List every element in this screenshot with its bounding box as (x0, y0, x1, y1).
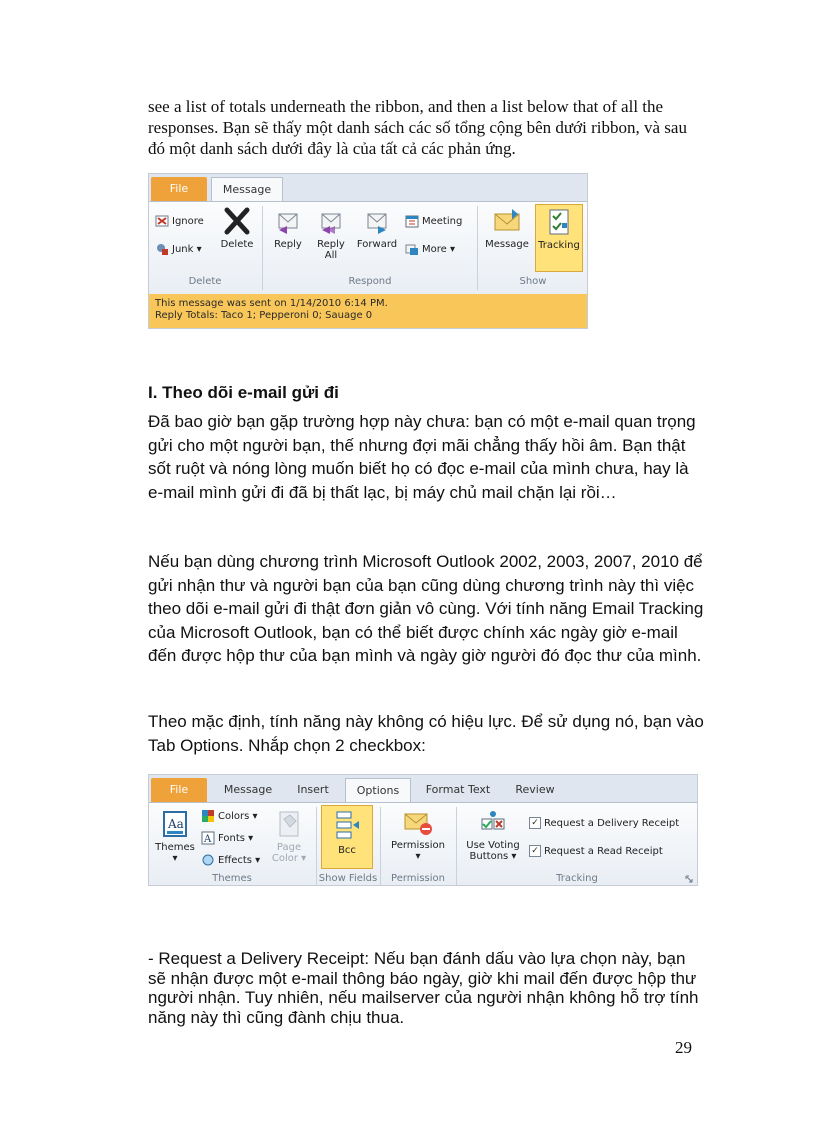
message-ribbon-screenshot (148, 173, 588, 329)
group-label-delete: Delete (188, 276, 222, 287)
paint-bucket-icon (276, 809, 302, 839)
tab-file[interactable]: File (151, 778, 207, 802)
reply-all-label-1: Reply (317, 239, 345, 250)
colors-icon (201, 809, 215, 823)
tab-file[interactable]: File (151, 177, 207, 201)
message-label: Message (485, 239, 529, 250)
svg-text:Aa: Aa (168, 817, 184, 831)
tab-format-text[interactable]: Format Text (425, 783, 491, 796)
request-delivery-receipt-checkbox[interactable] (529, 817, 679, 829)
group-label-show: Show (519, 276, 547, 287)
dialog-launcher-icon[interactable] (685, 875, 693, 883)
voting-icon (478, 809, 508, 837)
bcc-icon (332, 810, 362, 842)
info-bar-sent: This message was sent on 1/14/2010 6:14 PM. (155, 298, 388, 309)
delivery-receipt-explanation: - Request a Delivery Receipt: Nếu bạn đánh dấu vào lựa chọn này, bạn sẽ nhận được một e-mail thông báo ngày, giờ khi mail đến được hộp thư người nhận. Tuy nhiên, nếu mailserver của người nhận không hỗ trợ tính năng này thì cũng đành chịu thua. (148, 949, 699, 1027)
junk-icon (155, 242, 169, 256)
ignore-label: Ignore (172, 215, 204, 227)
reply-all-label-2: All (324, 250, 338, 261)
effects-button[interactable] (201, 853, 260, 867)
tab-options[interactable]: Options (345, 778, 411, 802)
fonts-button[interactable] (201, 831, 253, 845)
permission-envelope-icon (402, 809, 434, 837)
page-color-button[interactable] (269, 809, 309, 864)
themes-icon (160, 809, 190, 839)
ignore-icon (155, 214, 169, 228)
delivery-receipt-check-mark[interactable]: ✓ (529, 817, 541, 829)
page-color-label-1: Page (276, 842, 302, 853)
svg-text:A: A (204, 834, 212, 845)
reply-icon (273, 206, 303, 236)
themes-label: Themes (155, 842, 195, 853)
tab-message[interactable]: Message (211, 177, 283, 201)
ribbon-body (149, 201, 587, 295)
delete-label: Delete (220, 239, 254, 250)
group-separator (477, 206, 478, 290)
permission-button[interactable] (385, 809, 451, 862)
tracking-icon (544, 207, 574, 237)
page-color-label-2: Color ▾ (271, 853, 307, 864)
tracking-label: Tracking (538, 240, 580, 251)
group-label-respond: Respond (348, 276, 392, 287)
delete-x-icon (222, 206, 252, 236)
calendar-icon (405, 214, 419, 228)
group-label-permission: Permission (391, 873, 445, 884)
delivery-receipt-label: Request a Delivery Receipt (544, 817, 680, 829)
meeting-label: Meeting (422, 215, 463, 227)
page-number: 29 (675, 1038, 692, 1057)
tab-insert[interactable]: Insert (297, 783, 329, 796)
reply-button[interactable] (267, 206, 309, 250)
permission-dropdown-arrow: ▾ (415, 851, 421, 862)
paragraph-outlook-tracking: Nếu bạn dùng chương trình Microsoft Outlook 2002, 2003, 2007, 2010 để gửi nhận thư và người bạn của bạn cũng dùng chương trình này thì việc theo dõi e-mail gửi đi thật đơn giản vô cùng. Với tính năng Email Tracking của Microsoft Outlook, bạn có thể biết được chính xác ngày giờ e-mail đến được hộp thư của bạn mình và ngày giờ người đó đọc thư của mình. (148, 552, 704, 665)
forward-icon (362, 206, 392, 236)
request-read-receipt-checkbox[interactable] (529, 845, 663, 857)
ribbon-tab-bar (149, 174, 587, 202)
bcc-label: Bcc (338, 845, 356, 856)
junk-label: Junk ▾ (172, 243, 202, 255)
intro-paragraph: see a list of totals underneath the ribbon, and then a list below that of all the responses. Bạn sẽ thấy một danh sách các số tổng cộng bên dưới ribbon, và sau đó một danh sách dưới đây là của tất cả các phản ứng. (148, 97, 687, 158)
ignore-button[interactable] (155, 214, 204, 228)
ribbon-body (149, 802, 697, 885)
info-bar (149, 294, 587, 328)
paragraph-intro-problem: Đã bao giờ bạn gặp trường hợp này chưa: bạn có một e-mail quan trọng gửi cho một người bạn, thế nhưng đợi mãi chẳng thấy hồi âm. Bạn thật sốt ruột và nóng lòng muốn biết họ có đọc e-mail của mình chưa, hay là e-mail mình gửi đi đã bị thất lạc, bị máy chủ mail chặn lại rồi… (148, 412, 696, 502)
effects-icon (201, 853, 215, 867)
envelope-icon (492, 206, 522, 236)
tab-message[interactable]: Message (223, 783, 273, 796)
paragraph-default-setting: Theo mặc định, tính năng này không có hiệu lực. Để sử dụng nó, bạn vào Tab Options. Nhắp chọn 2 checkbox: (148, 712, 704, 755)
junk-button[interactable] (155, 242, 202, 256)
more-icon (405, 242, 419, 256)
effects-label: Effects ▾ (218, 854, 261, 866)
delete-button[interactable] (217, 206, 257, 250)
themes-button[interactable] (153, 809, 197, 864)
ribbon-tab-bar (149, 775, 697, 803)
more-label: More ▾ (422, 243, 455, 255)
colors-button[interactable] (201, 809, 258, 823)
tracking-button[interactable] (535, 204, 583, 272)
bcc-button[interactable] (321, 805, 373, 869)
reply-all-icon (316, 206, 346, 236)
reply-label: Reply (274, 239, 302, 250)
permission-label: Permission (391, 840, 445, 851)
tab-review[interactable]: Review (515, 783, 555, 796)
message-button[interactable] (483, 206, 531, 250)
read-receipt-check-mark[interactable]: ✓ (529, 845, 541, 857)
use-voting-label-2: Buttons ▾ (469, 851, 517, 862)
section-heading: I. Theo dõi e-mail gửi đi (148, 383, 339, 402)
themes-dropdown-arrow: ▾ (172, 853, 178, 864)
read-receipt-label: Request a Read Receipt (544, 845, 663, 857)
forward-button[interactable] (353, 206, 401, 250)
group-label-themes: Themes (212, 873, 252, 884)
use-voting-buttons-button[interactable] (461, 809, 525, 862)
fonts-label: Fonts ▾ (218, 832, 254, 844)
options-ribbon-screenshot (148, 774, 698, 886)
use-voting-label-1: Use Voting (466, 840, 520, 851)
colors-label: Colors ▾ (218, 810, 258, 822)
group-label-tracking: Tracking (556, 873, 598, 884)
meeting-button[interactable] (405, 214, 462, 228)
fonts-icon (201, 831, 215, 845)
forward-label: Forward (356, 239, 398, 250)
more-button[interactable] (405, 242, 455, 256)
info-bar-totals: Reply Totals: Taco 1; Pepperoni 0; Sauage 0 (155, 310, 373, 321)
group-label-show-fields: Show Fields (318, 873, 378, 884)
reply-all-button[interactable] (311, 206, 351, 261)
